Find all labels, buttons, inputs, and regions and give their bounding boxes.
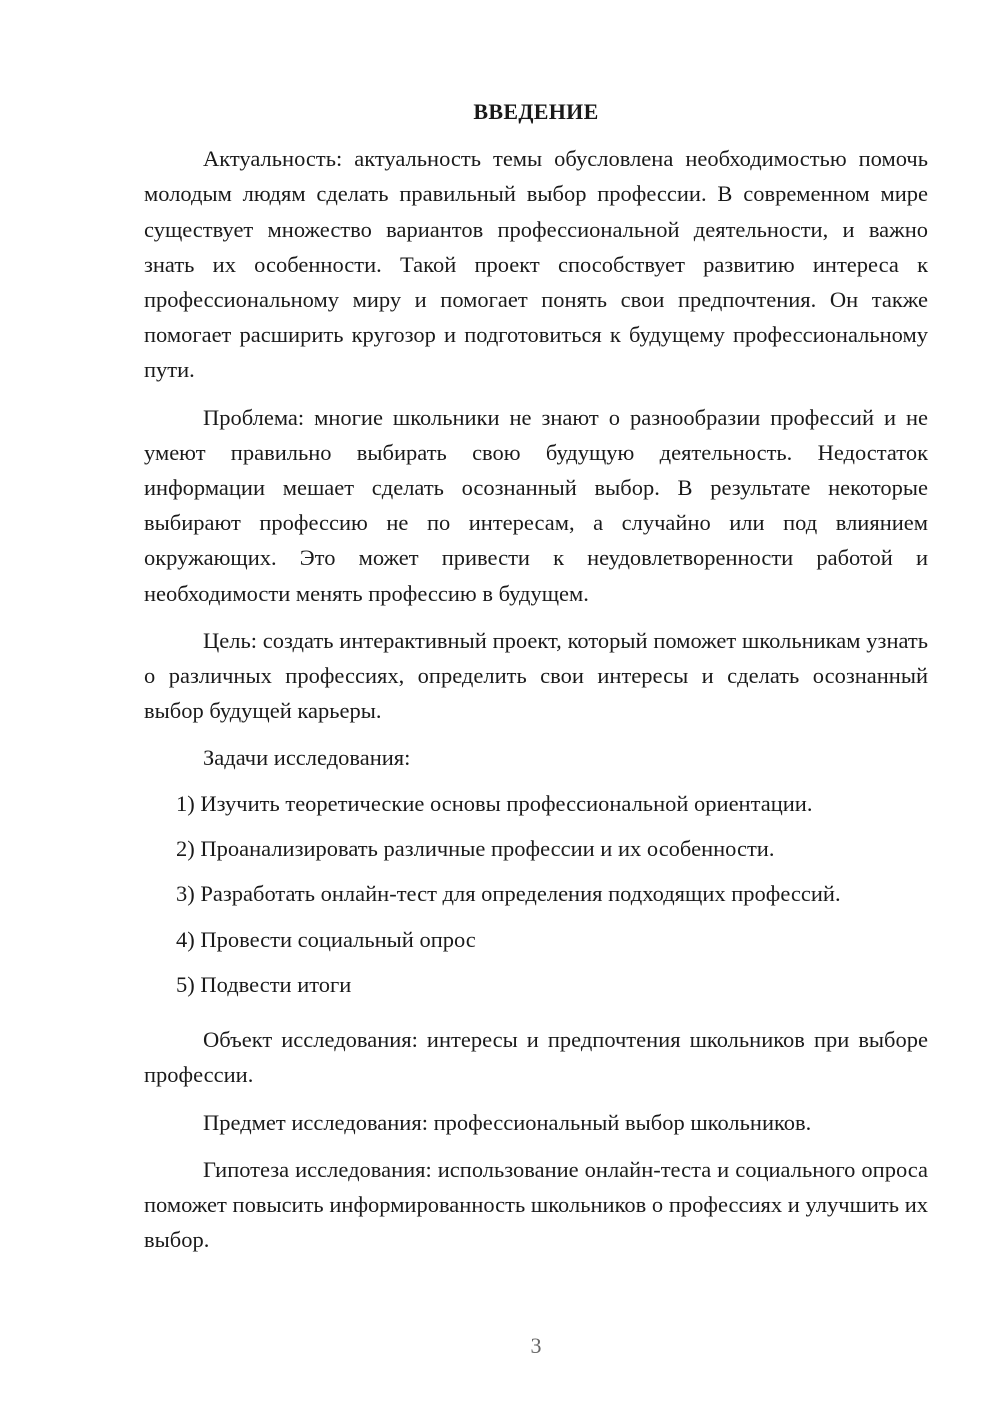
object-paragraph: Объект исследования: интересы и предпочтения школьников при выборе профессии. [144,1027,928,1088]
relevance-paragraph: Актуальность: актуальность темы обусловлена необходимостью помочь молодым людям сделать правильный выбор профессии. В современном мире существует множество вариантов профессиональной деятельности, и важно знать их особенности. Такой проект способствует развитию интереса к профессиональному миру и помогает понять свои предпочтения. Он также помогает расширить кругозор и подготовиться к будущему профессиональному пути. [144,146,928,383]
task-item-4: 4) Провести социальный опрос [176,926,476,952]
page-content [144,94,928,1269]
page-title: ВВЕДЕНИЕ [473,99,599,124]
hypothesis-paragraph: Гипотеза исследования: использование онлайн-теста и социального опроса поможет повысить информированность школьников о профессиях и улучшить их выбор. [144,1156,928,1253]
problem-paragraph: Проблема: многие школьники не знают о разнообразии профессий и не умеют правильно выбирать свою будущую деятельность. Недостаток информации мешает сделать осознанный выбор. В результате некоторые выбирают профессию не по интересам, а случайно или под влиянием окружающих. Это может привести к неудовлетворенности работой и необходимости менять профессию в будущем. [144,404,928,606]
task-item-5: 5) Подвести итоги [176,971,352,997]
subject-paragraph: Предмет исследования: профессиональный выбор школьников. [203,1109,812,1135]
tasks-heading: Задачи исследования: [203,745,411,771]
task-item-2: 2) Проанализировать различные профессии и их особенности. [176,835,775,861]
page-number: 3 [530,1333,542,1358]
tasks-list [144,786,928,1012]
goal-paragraph: Цель: создать интерактивный проект, который поможет школьникам узнать о различных профессиях, определить свои интересы и сделать осознанный выбор будущей карьеры. [144,627,928,724]
task-item-3: 3) Разработать онлайн-тест для определения подходящих профессий. [176,881,841,907]
task-item-1: 1) Изучить теоретические основы профессиональной ориентации. [176,790,813,816]
